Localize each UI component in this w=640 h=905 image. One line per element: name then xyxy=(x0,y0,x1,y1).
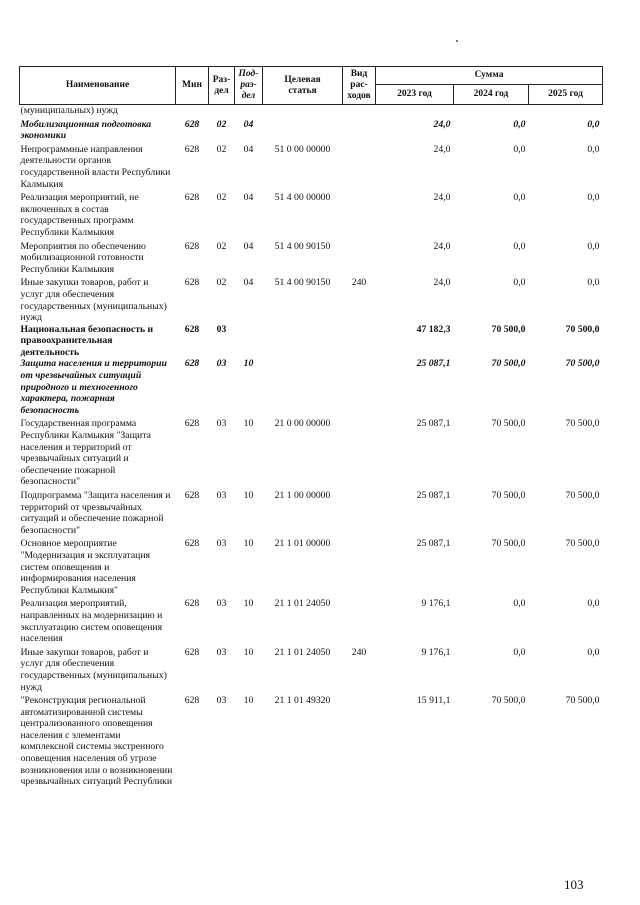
row-podrazdel: 10 xyxy=(243,646,254,658)
row-name: Иные закупки товаров, работ и услуг для обеспечения государственных (муниципальных) нужд xyxy=(20,646,167,693)
row-2025: 0,0 xyxy=(587,598,600,610)
row-2023: 24,0 xyxy=(433,143,451,155)
row-2024: 70 500,0 xyxy=(491,695,526,707)
row-razdel xyxy=(209,105,235,117)
row-razdel: 02 xyxy=(216,143,227,155)
row-name: Основное мероприятие "Модернизация и эксплуатация систем оповещения и информирования населения Республики Калмыкия" xyxy=(20,538,150,596)
col-header-summa: Сумма xyxy=(376,67,603,85)
table-row xyxy=(20,275,603,323)
col-header-min: Мин xyxy=(176,67,209,105)
row-target: 51 4 00 90150 xyxy=(274,240,331,252)
row-vid xyxy=(343,190,376,238)
row-razdel: 03 xyxy=(216,358,227,370)
row-2025: 70 500,0 xyxy=(565,695,600,707)
row-podrazdel: 04 xyxy=(243,192,254,204)
row-2025: 0,0 xyxy=(587,646,600,658)
row-vid xyxy=(343,142,376,190)
row-vid xyxy=(343,239,376,276)
row-razdel: 02 xyxy=(216,192,227,204)
row-razdel: 03 xyxy=(216,538,227,550)
table-row xyxy=(20,142,603,190)
row-2023: 24,0 xyxy=(433,240,451,252)
row-target xyxy=(263,105,343,117)
row-2023: 9 176,1 xyxy=(421,646,451,658)
row-podrazdel: 10 xyxy=(243,538,254,550)
row-2024: 0,0 xyxy=(513,646,526,658)
row-2025: 0,0 xyxy=(587,192,600,204)
col-header-razdel: Раз- дел xyxy=(209,67,235,105)
row-2024: 0,0 xyxy=(513,143,526,155)
row-min: 628 xyxy=(184,538,200,550)
row-2023: 25 087,1 xyxy=(416,418,451,430)
budget-table xyxy=(19,66,603,788)
page-number: 103 xyxy=(564,877,584,892)
row-min: 628 xyxy=(184,418,200,430)
row-target: 51 4 00 90150 xyxy=(274,277,331,289)
table-row xyxy=(20,536,603,596)
row-podrazdel: 10 xyxy=(243,598,254,610)
row-name: "Реконструкция региональной автоматизированной системы централизованного оповещения населения с элементами комплексной системы экстренного оповещения населения об угрозе возникновения или о возникновении чрезвычайных ситуаций Республики xyxy=(20,695,173,788)
row-name: Иные закупки товаров, работ и услуг для обеспечения государственных (муниципальных) нужд xyxy=(20,277,167,324)
scan-speck xyxy=(456,40,458,42)
row-vid xyxy=(343,596,376,644)
row-2025: 0,0 xyxy=(587,143,600,155)
row-2023: 24,0 xyxy=(433,277,451,289)
row-name: Подпрограмма "Защита населения и территорий от чрезвычайных ситуаций и обеспечение пожарной безопасности" xyxy=(20,490,171,536)
row-vid xyxy=(343,117,376,142)
row-razdel: 03 xyxy=(216,646,227,658)
row-2023: 25 087,1 xyxy=(416,358,451,370)
col-header-podrazdel: Под- раз- дел xyxy=(235,67,263,105)
row-vid xyxy=(343,488,376,536)
row-2025: 0,0 xyxy=(587,240,600,252)
row-2024: 70 500,0 xyxy=(491,490,526,501)
row-podrazdel: 10 xyxy=(243,695,254,707)
row-2025 xyxy=(529,105,603,117)
row-2025: 70 500,0 xyxy=(565,358,600,370)
row-2023: 24,0 xyxy=(433,118,451,130)
row-podrazdel: 04 xyxy=(243,118,254,130)
table-row xyxy=(20,105,603,117)
row-podrazdel xyxy=(235,324,263,359)
row-podrazdel: 04 xyxy=(243,277,254,289)
row-razdel: 03 xyxy=(216,598,227,610)
table-row xyxy=(20,190,603,238)
row-2024: 0,0 xyxy=(513,192,526,204)
col-header-2023: 2023 год xyxy=(376,85,454,105)
row-min: 628 xyxy=(184,192,200,204)
row-razdel: 03 xyxy=(216,418,227,430)
col-header-vid: Вид рас- ходов xyxy=(343,67,376,105)
row-podrazdel: 10 xyxy=(243,418,254,430)
row-2025: 70 500,0 xyxy=(565,323,600,335)
table-row xyxy=(20,596,603,644)
col-header-target: Целевая статья xyxy=(263,67,343,105)
row-razdel: 02 xyxy=(216,277,227,289)
row-target: 21 1 00 00000 xyxy=(274,490,331,501)
row-name: Реализация мероприятий, не включенных в состав государственных программ Республики Калмыкия xyxy=(20,192,139,238)
row-vid xyxy=(343,105,376,117)
row-vid xyxy=(343,324,376,359)
table-row xyxy=(20,324,603,359)
table-row xyxy=(20,693,603,788)
row-name: Реализация мероприятий, направленных на модернизацию и эксплуатацию систем оповещения населения xyxy=(20,598,163,645)
row-2025: 0,0 xyxy=(587,277,600,289)
row-min: 628 xyxy=(184,240,200,252)
row-podrazdel xyxy=(235,105,263,117)
row-name: Национальная безопасность и правоохранительная деятельность xyxy=(20,323,154,358)
row-vid: 240 xyxy=(351,646,367,658)
row-min: 628 xyxy=(184,358,200,370)
row-name: Защита населения и территории от чрезвычайных ситуаций природного и техногенного характера, пожарная безопасность xyxy=(20,358,167,416)
row-min: 628 xyxy=(184,323,200,335)
row-2023: 24,0 xyxy=(433,192,451,204)
row-2024: 70 500,0 xyxy=(491,358,526,370)
row-2023: 25 087,1 xyxy=(416,538,451,550)
row-2024: 70 500,0 xyxy=(491,538,526,550)
row-vid xyxy=(343,536,376,596)
row-min: 628 xyxy=(184,598,200,610)
col-header-2025: 2025 год xyxy=(529,85,603,105)
row-2025: 70 500,0 xyxy=(565,538,600,550)
table-row xyxy=(20,239,603,276)
row-2023: 25 087,1 xyxy=(416,490,451,501)
row-target: 21 1 01 00000 xyxy=(274,538,331,550)
row-2024: 0,0 xyxy=(513,240,526,252)
table-row xyxy=(20,117,603,142)
row-vid xyxy=(343,358,376,416)
row-target: 51 4 00 00000 xyxy=(274,192,331,204)
row-target: 21 1 01 24050 xyxy=(274,646,331,658)
row-razdel: 03 xyxy=(216,490,227,501)
row-target xyxy=(263,358,343,416)
row-podrazdel: 10 xyxy=(243,358,254,370)
row-vid xyxy=(343,416,376,488)
row-2024: 70 500,0 xyxy=(491,418,526,430)
table-row xyxy=(20,488,603,536)
row-podrazdel: 04 xyxy=(243,143,254,155)
row-target: 21 0 00 00000 xyxy=(274,418,331,430)
row-min xyxy=(176,105,209,117)
row-name: Мобилизационная подготовка экономики xyxy=(20,118,152,142)
row-min: 628 xyxy=(184,143,200,155)
row-2024: 0,0 xyxy=(513,118,526,130)
row-min: 628 xyxy=(184,277,200,289)
row-2025: 70 500,0 xyxy=(565,418,600,430)
row-name: Мероприятия по обеспечению мобилизационной готовности Республики Калмыкия xyxy=(20,240,146,275)
row-target: 51 0 00 00000 xyxy=(274,143,331,155)
row-2025: 70 500,0 xyxy=(565,490,600,501)
row-target: 21 1 01 24050 xyxy=(274,598,331,610)
row-2024: 0,0 xyxy=(513,598,526,610)
row-2023: 47 182,3 xyxy=(416,323,451,335)
row-name: Государственная программа Республики Калмыкия "Защита населения и территорий от чрезвычайных ситуаций и обеспечение пожарной безопасности" xyxy=(20,418,151,488)
row-target: 21 1 01 49320 xyxy=(274,695,331,707)
col-header-2024: 2024 год xyxy=(454,85,529,105)
row-podrazdel: 10 xyxy=(243,490,254,501)
row-min: 628 xyxy=(184,490,200,501)
row-2024 xyxy=(454,105,529,117)
row-target xyxy=(263,324,343,359)
row-razdel: 03 xyxy=(216,695,227,707)
table-row xyxy=(20,416,603,488)
row-2024: 70 500,0 xyxy=(491,323,526,335)
row-2025: 0,0 xyxy=(587,118,600,130)
row-razdel: 02 xyxy=(216,118,227,130)
table-body xyxy=(20,105,603,788)
row-target xyxy=(263,117,343,142)
row-razdel: 03 xyxy=(216,323,227,335)
row-podrazdel: 04 xyxy=(243,240,254,252)
col-header-name: Наименование xyxy=(20,67,176,105)
row-min: 628 xyxy=(184,118,200,130)
row-2023 xyxy=(376,105,454,117)
row-2024: 0,0 xyxy=(513,277,526,289)
row-min: 628 xyxy=(184,695,200,707)
row-2023: 15 911,1 xyxy=(416,695,451,707)
row-min: 628 xyxy=(184,646,200,658)
row-razdel: 02 xyxy=(216,240,227,252)
row-vid xyxy=(343,693,376,788)
row-name: Непрограммные направления деятельности органов государственной власти Республики Калмыкия xyxy=(20,143,171,190)
table-row xyxy=(20,645,603,693)
row-name: (муниципальных) нужд xyxy=(20,105,118,116)
row-2023: 9 176,1 xyxy=(421,598,451,610)
row-vid: 240 xyxy=(351,277,367,289)
table-row xyxy=(20,358,603,416)
